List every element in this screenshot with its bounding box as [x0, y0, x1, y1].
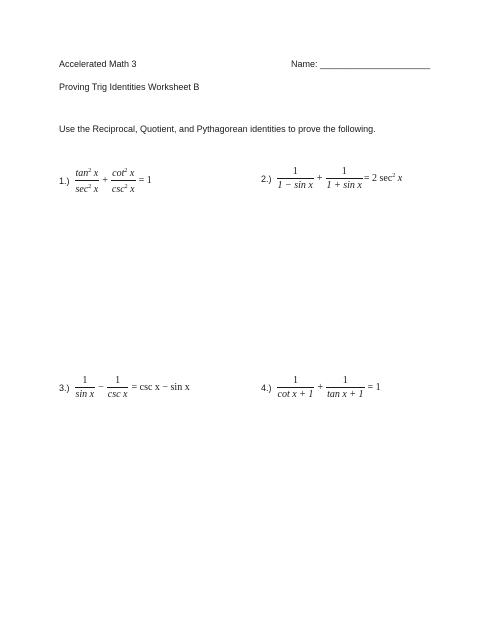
problem-2-rhs: = 2 $\sec^2 x$ [363, 173, 403, 184]
problem-1-rhs: = 1 [138, 175, 152, 186]
worksheet-title: Proving Trig Identities Worksheet B [59, 82, 200, 92]
problem-1 [59, 166, 154, 195]
course-title: Accelerated Math 3 [59, 59, 137, 69]
problem-2-fraction-2: $\frac{1}{\text{1 + sin x}}$ [326, 166, 362, 191]
problem-4-label: 4.) [261, 382, 272, 393]
problem-3-operator: − [98, 382, 104, 393]
problem-1-label: 1.) [59, 175, 70, 186]
problem-1-fraction-2: $\frac{\cot^2 x}{\csc^2 x}$ [111, 168, 135, 195]
problem-3-rhs: = csc x − sin x [131, 382, 190, 393]
problem-1-operator: + [102, 175, 108, 186]
problem-2-fraction-1: $\frac{1}{\text{1 − sin x}}$ [277, 166, 313, 191]
problem-2-operator: + [316, 173, 323, 184]
problem-3-fraction-2: $\frac{1}{\text{csc x}}$ [107, 375, 128, 400]
problem-1-fraction-1: $\frac{\tan^2 x}{\sec^2 x}$ [75, 168, 99, 195]
problem-4-fraction-2: $\frac{1}{\text{tan x + 1}}$ [327, 375, 364, 400]
name-field-label: Name: ______________________ [291, 59, 431, 69]
problem-4-rhs: = 1 [367, 382, 381, 393]
problem-2-label: 2.) [261, 173, 272, 184]
problem-4-fraction-1: $\frac{1}{\text{cot x + 1}}$ [277, 375, 314, 400]
problem-3-fraction-1: $\frac{1}{\text{sin x}}$ [75, 375, 95, 400]
problem-4-operator: + [317, 382, 324, 393]
instructions: Use the Reciprocal, Quotient, and Pythagorean identities to prove the following. [59, 124, 376, 134]
problem-3-label: 3.) [59, 382, 70, 393]
problem-4 [261, 375, 383, 400]
problem-2 [261, 166, 402, 191]
problem-3 [59, 375, 192, 400]
